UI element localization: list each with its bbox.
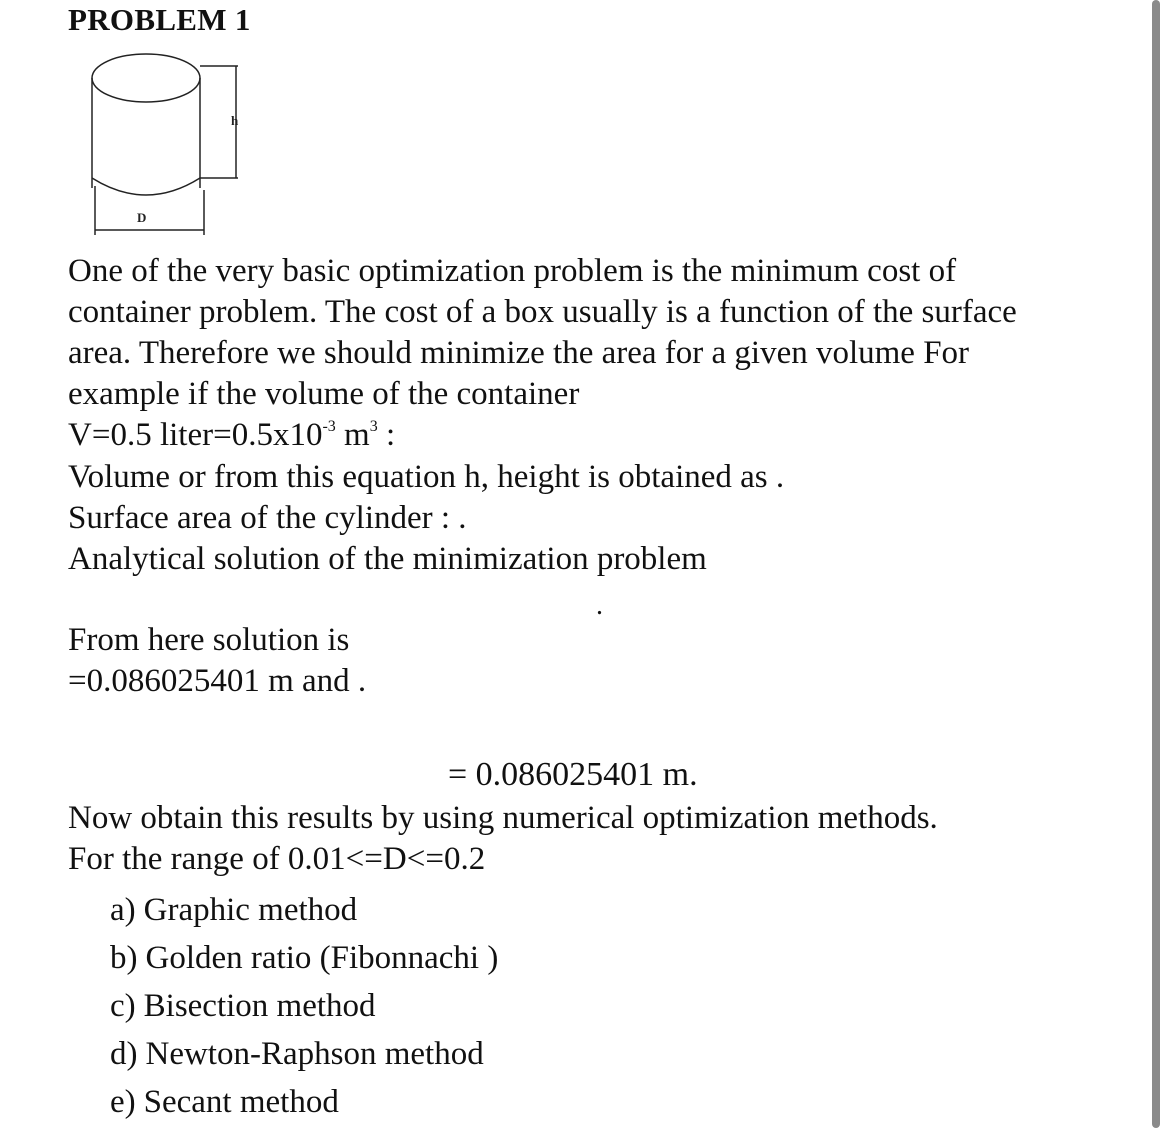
list-item bbox=[110, 1030, 498, 1078]
list-item bbox=[110, 982, 498, 1030]
list-item-label: Bisection method bbox=[143, 988, 376, 1024]
cylinder-top bbox=[92, 54, 200, 102]
list-item-letter: c) bbox=[110, 988, 136, 1024]
intro-line-3: area. Therefore we should minimize the area for a given volume For bbox=[68, 335, 970, 371]
diameter-label: D bbox=[137, 210, 147, 225]
volume-prefix: V=0.5 liter=0.5x10 bbox=[68, 417, 323, 453]
cylinder-bottom bbox=[92, 178, 200, 195]
intro-line-1: One of the very basic optimization problem is the minimum cost of bbox=[68, 253, 957, 289]
height-label: h bbox=[231, 113, 239, 128]
list-item-label: Graphic method bbox=[143, 892, 358, 928]
volume-suffix: : bbox=[377, 417, 396, 453]
stray-dot: . bbox=[596, 590, 603, 621]
list-item-label: Newton-Raphson method bbox=[145, 1036, 484, 1072]
list-item-label: Golden ratio (Fibonnachi ) bbox=[145, 940, 499, 976]
volume-unit: m bbox=[335, 417, 370, 453]
volume-exponent: -3 bbox=[322, 418, 336, 435]
intro-line-2: container problem. The cost of a box usually is a function of the surface bbox=[68, 294, 1017, 330]
instruction-line: Now obtain this results by using numerical optimization methods. bbox=[68, 800, 938, 836]
page-title: PROBLEM 1 bbox=[68, 2, 251, 37]
analytical-solution-line: Analytical solution of the minimization problem bbox=[68, 541, 707, 577]
list-item bbox=[110, 886, 498, 934]
list-item-letter: e) bbox=[110, 1084, 136, 1120]
volume-unit-exponent: 3 bbox=[369, 418, 378, 435]
volume-equation-line: Volume or from this equation h, height is obtained as . bbox=[68, 459, 785, 495]
list-item-letter: d) bbox=[110, 1036, 138, 1072]
methods-list bbox=[110, 886, 498, 1126]
centered-result: = 0.086025401 m. bbox=[448, 756, 698, 793]
volume-line bbox=[68, 415, 395, 456]
vertical-scrollbar[interactable] bbox=[1152, 0, 1160, 1128]
list-item bbox=[110, 934, 498, 982]
list-item-letter: a) bbox=[110, 892, 136, 928]
surface-area-line: Surface area of the cylinder : . bbox=[68, 500, 467, 536]
list-item-letter: b) bbox=[110, 940, 138, 976]
cylinder-diagram bbox=[90, 50, 250, 240]
list-item-label: Secant method bbox=[143, 1084, 339, 1120]
result-line: =0.086025401 m and . bbox=[68, 663, 367, 699]
range-line: For the range of 0.01<=D<=0.2 bbox=[68, 841, 486, 877]
intro-line-4: example if the volume of the container bbox=[68, 376, 580, 412]
from-here-line: From here solution is bbox=[68, 622, 350, 658]
list-item bbox=[110, 1078, 498, 1126]
